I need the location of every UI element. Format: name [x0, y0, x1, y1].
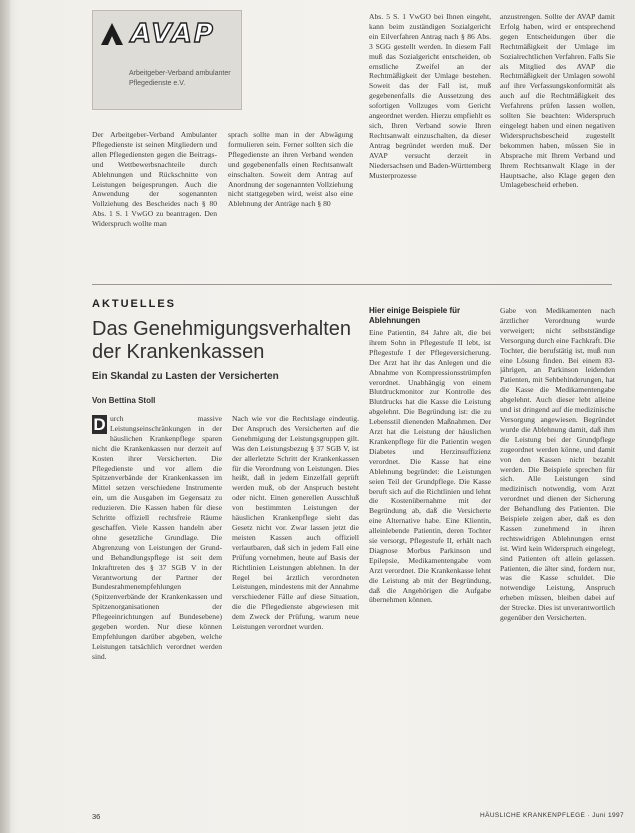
section-divider — [92, 284, 612, 285]
article-column-1: D urch massive Leistungseinschränkungen in der häuslichen Krankenpflege sparen nicht die Krankenkassen nur derzeit auf Kosten ihrer Versicherten. Die Pflegedienste und vor allem die Spitzenverbände der Krankenkassen im Mittel setzen verschiedene Instrumente ein, um die Ausgaben im Gegensatz zu reduzieren. Die Kassen haben für diese Schritte offiziell rechtsfreie Räume geschaffen. Viele Kassen handeln aber ohne gesetzliche Grundlage. Die Abgrenzung von Leistungen der Grund- und Behandlungspflege ist seit dem Inkrafttreten des § 37 SGB V in der Verantwortung der Partner der Bundesrahmenempfehlungen (Spitzenverbände der Krankenkassen und Spitzenorganisationen der Pflegeeinrichtungen auf Bundesebene) gegeben worden. Nur diese können Empfehlungen darüber abgeben, welche Leistungen tatsächlich verordnet werden sind. — [92, 414, 222, 661]
article-column-4: Gabe von Medikamenten nach ärztlicher Verordnung wurde verweigert; nicht selbstständige Versorgung durch eine Fachkraft. Die Tochter, die berufstätig ist, muß nun eine Lösung finden. Bei einem 83-jährigen, an Parkinson leidenden Patienten, mit Sehbehinderungen, hat die Kasse die Medikamentengabe abgelehnt. Auch dieser lebt alleine und ist dringend auf die medizinische Versorgung angewiesen. Begründet wurde die Ablehnung damit, daß ihm die Leistung bei der Grundpflege zugeordnet werden könne, und damit von den Kassen nicht bezahlt werden. Die Beispiele sprechen für sich. Alle Leistungen sind medizinisch notwendig, vom Arzt verordnet und dienen der Sicherung der Behandlung des Patienten. Die Beispiele zeigen aber, daß es den Kassen zunehmend in ihren rechtswidrigen Ablehnungen ernst ist. Wird kein Widerspruch eingelegt, sind Patienten oft allein gelassen. Patienten, die älter sind, fordern nur, was die Kasse schuldet. Die notwendige Leistung, Anspruch erheben müssen, bleiben dabei auf der Strecke. Dies ist unverantwortlich gegenüber den Versicherten. — [500, 306, 615, 623]
article-title: Das Genehmigungsverhalten der Krankenkassen — [92, 318, 352, 363]
logo-wordmark: AVAP — [131, 19, 215, 49]
page-binding-shadow — [0, 0, 10, 833]
logo-subtitle: Arbeitgeber-Verband ambulanter Pflegedienste e.V. — [129, 70, 231, 87]
logo-row — [99, 21, 215, 47]
top-column-1: Der Arbeitgeber-Verband Ambulanter Pflegedienste ist seinen Mitgliedern und allen Pflegediensten gegen die Beitrags- und Wettbewerbsnachteile durch Ablehnungen und Rückschnitte von Leistungen beigesprungen. Auch die Anwendung der sogenannten Vollziehung des Bescheides nach § 80 Abs. 1 S. 1 VwGO zu beantragen. Den Widerspruch wollte man — [92, 130, 217, 229]
publication-footer: HÄUSLICHE KRANKENPFLEGE · Juni 1997 — [480, 812, 625, 819]
top-column-4: anzustrengen. Sollte der AVAP damit Erfolg haben, wird er entsprechend gegen Entscheidungen über die Rechtmäßigkeit der Umlage im Sozialrechtlichen Verfahren. Falls Sie als Mitglied des AVAP die Rechtmäßigkeit der Umlagen sowohl auf ihre Verfassungskonformität als auch auf die Rechtmäßigkeit des Verfahrens prüfen lassen wollen, sollten Sie beachten: Widerspruch eingelegt haben und einen negativen Widerspruchsbescheid zugestellt bekommen haben, müssen Sie in Absprache mit Ihrem Verband und Ihrem Rechtsanwalt Klage in der Hauptsache, also Klage gegen den Umlagebescheid erheben. — [500, 12, 615, 190]
dropcap: D — [93, 415, 106, 434]
avap-logo-box — [92, 10, 242, 110]
article-byline: Von Bettina Stoll — [92, 396, 156, 405]
article-column-2: Nach wie vor die Rechtslage eindeutig. Der Anspruch des Versicherten auf die Genehmigung der Leistungsgruppen gilt. Was den Leistungsbezug § 37 SGB V, ist der allerletzte Schritt der Krankenkassen für die Verordnung von Leistungen. Dies heißt, daß in jedem Einzelfall geprüft werden muß, ob der Anspruch besteht oder nicht. Einen generellen Ausschluß von bestimmten Leistungen der häuslichen Krankenpflege sieht das Gesetz nicht vor. Zwar lassen jetzt die meisten Kassen auch offiziell verlautbaren, daß sich in jedem Fall eine Prüfung vornehmen, heute auf Basis der Richtlinien Leistungen ablehnen. In der Regel bei ärztlich verordneten Leistungen, mindestens mit der Annahme verschiedener Fälle auf diese Situation, die die Pflegedienste abgewiesen mit dem Zweck der Prüfung, warum neue Leistungen verordnet wurden. — [232, 414, 359, 632]
article-subtitle: Ein Skandal zu Lasten der Versicherten — [92, 371, 279, 382]
section-label: AKTUELLES — [92, 298, 176, 310]
page-number: 36 — [92, 812, 101, 821]
top-column-3: Abs. 5 S. 1 VwGO bei Ihnen eingeht, kann beim zuständigen Sozialgericht ein Eilverfahren Antrag nach § 86 Abs. 3 SGG gestellt werden. In diesem Fall muß das Sozialgericht entscheiden, ob ernstliche Zweifel an der Rechtmäßigkeit der Umlage bestehen. Soweit das der Fall ist, muß gegebenenfalls die Aussetzung des sofortigen Vollzuges vom Gericht angeordnet werden. Hierzu empfiehlt es sich, Ihren Verband sowie Ihren Rechtsanwalt einzuschalten, da dieser Antrag begründet werden muß. Der AVAP versucht derzeit in Niedersachsen und Baden-Württemberg Musterprozesse — [369, 12, 491, 180]
triangle-logo-icon — [99, 21, 125, 47]
examples-heading: Hier einige Beispiele für Ablehnungen — [369, 306, 461, 325]
top-column-2: sprach sollte man in der Abwägung formulieren sein. Ferner sollten sich die Pflegedienste an ihren Verband wenden und gegebenenfalls einen Rechtsanwalt einschalten. Soweit dem Antrag auf Anordnung der sogenannten Vollziehung nicht stattgegeben wird, weist also eine Ablehnung der Anträge nach § 80 — [228, 130, 353, 209]
article-column-3: Eine Patientin, 84 Jahre alt, die bei ihrem Sohn in Pflegestufe II lebt, ist Pflegestufe I der Pflegeversicherung. Der Arzt hat ihr das Anlegen und die Abnahme von Kompressionsstrümpfen verordnet. Unabhängig von einem Blutdruckmonitor zur Kontrolle des Blutdrucks hat die Kasse die Leistung abgelehnt. Die Begründung ist: die zu Lebensstil dienenden Maßnahmen. Der Arzt hat die Leistung der häuslichen Krankenpflege für die Patientin wegen Diabetes und Herzinsuffizienz verordnet. Die Kasse hat eine Ablehnung begründet: die Leistungen seien Teil der Grundpflege. Die Kasse beruft sich auf die Richtlinien und lehnt die Kostenübernahme mit der Begründung ab, daß die Versicherte eine Alternative habe. Eine Klientin, alleinlebende Patientin, deren Tochter sie versorgt, Pflegestufe II, erhält nach Diagnose Morbus Parkinson und Epilepsie, Medikamentengabe vom Arzt verordnet. Die Krankenkasse lehnt die Leistung ab mit der Begründung, daß die Angehörigen die Aufgabe übernehmen können. — [369, 328, 491, 605]
